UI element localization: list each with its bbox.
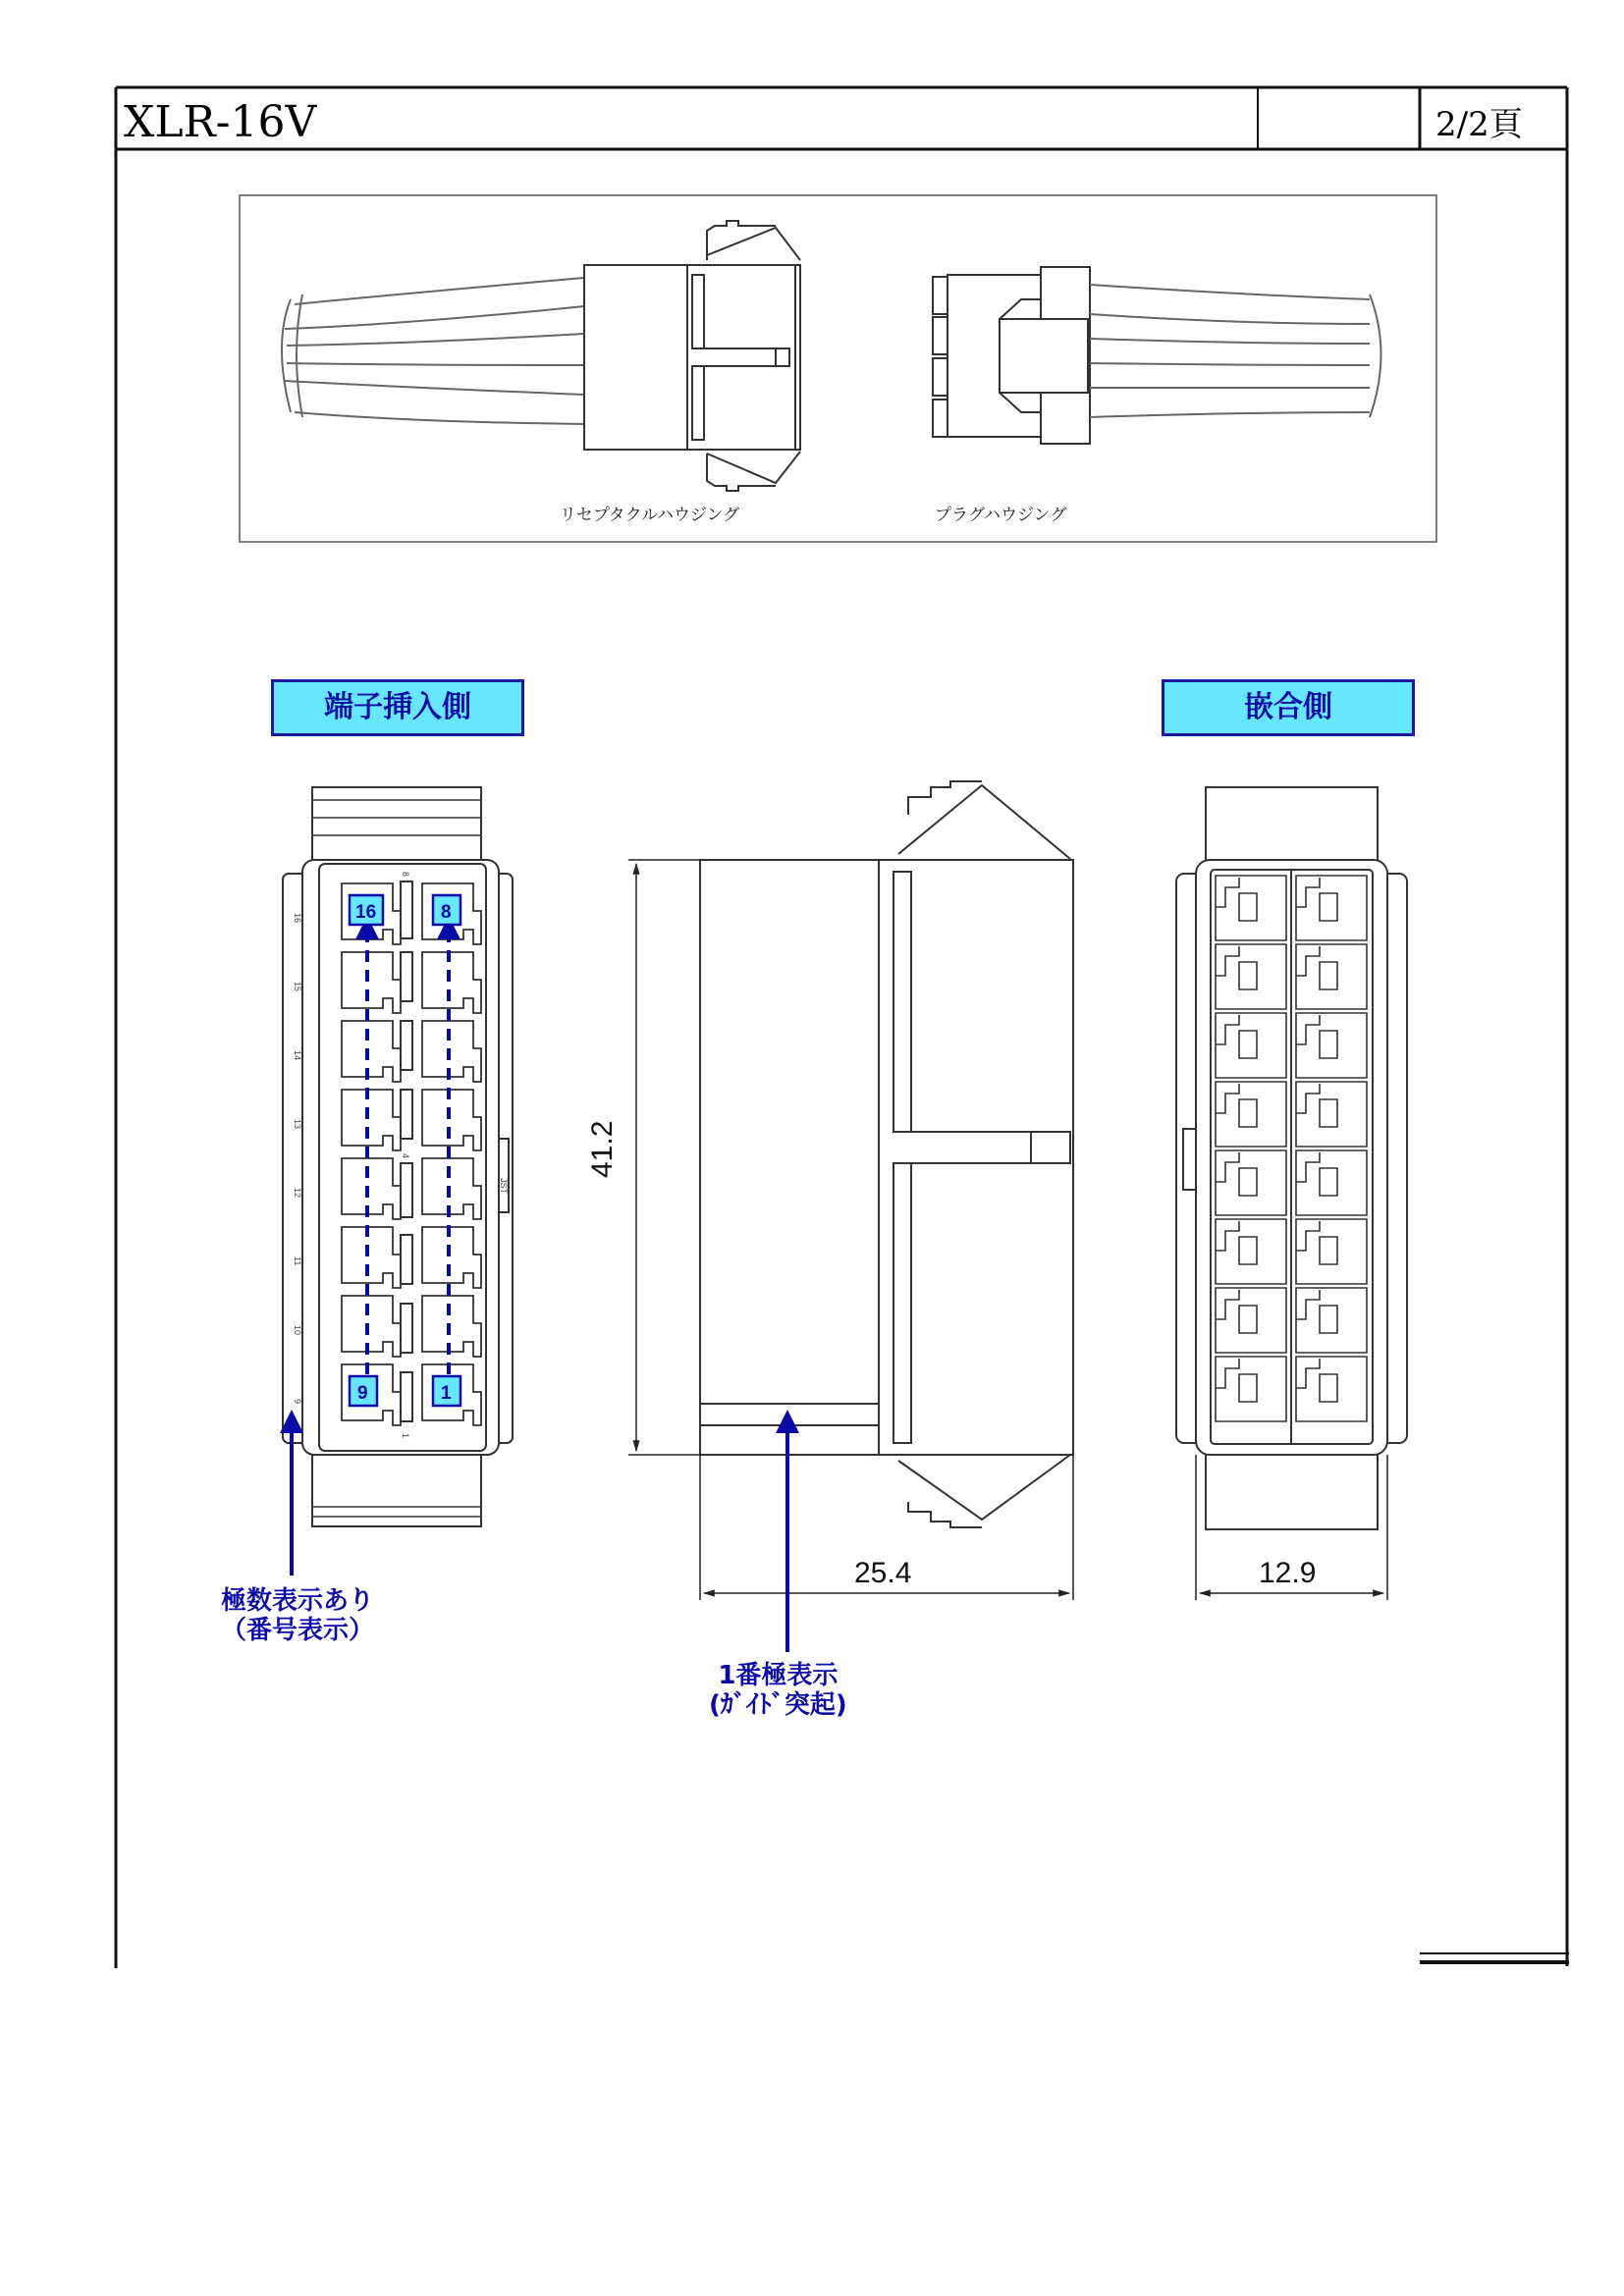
dimension-height-value: 41.2 [586, 1120, 619, 1178]
svg-text:1: 1 [401, 1433, 410, 1439]
polarity-note-line2: （番号表示） [221, 1616, 375, 1645]
dimension-width-front-value: 12.9 [1259, 1557, 1317, 1589]
pin-label-16: 16 [355, 902, 377, 923]
caption-receptacle-housing: リセプタクルハウジング [560, 506, 740, 525]
pin1-note [709, 1661, 847, 1720]
svg-text:15: 15 [293, 982, 302, 992]
page-number: 2/2頁 [1435, 105, 1523, 144]
svg-text:4: 4 [401, 1153, 410, 1159]
svg-text:11: 11 [293, 1256, 302, 1266]
mating-side-label: 嵌合側 [1162, 679, 1415, 736]
dimension-height [628, 860, 700, 1455]
dimension-width-side-value: 25.4 [854, 1557, 912, 1589]
svg-text:16: 16 [293, 913, 302, 924]
terminal-side-view [283, 787, 513, 1526]
pin-label-8: 8 [441, 902, 452, 923]
svg-text:14: 14 [293, 1050, 302, 1061]
svg-text:9: 9 [293, 1399, 302, 1405]
pin1-note-line1: 1番極表示 [718, 1661, 839, 1690]
svg-text:13: 13 [293, 1119, 302, 1130]
svg-text:12: 12 [293, 1188, 302, 1199]
side-view [700, 781, 1073, 1527]
pin-label-9: 9 [357, 1383, 368, 1404]
polarity-note [221, 1586, 374, 1645]
caption-plug-housing: プラグハウジング [935, 506, 1067, 525]
svg-text:10: 10 [293, 1325, 302, 1336]
pin1-note-line2: (ｶﾞｲﾄﾞ突起) [709, 1690, 847, 1720]
top-figure [240, 195, 1436, 542]
mating-side-view [1176, 787, 1407, 1529]
svg-text:8: 8 [401, 872, 410, 878]
pin-label-1: 1 [441, 1383, 452, 1404]
polarity-note-line1: 極数表示あり [221, 1586, 375, 1616]
terminal-insertion-side-label: 端子挿入側 [271, 679, 524, 736]
document-title: XLR-16V [124, 97, 317, 147]
jst-mark: JST [499, 1178, 509, 1195]
